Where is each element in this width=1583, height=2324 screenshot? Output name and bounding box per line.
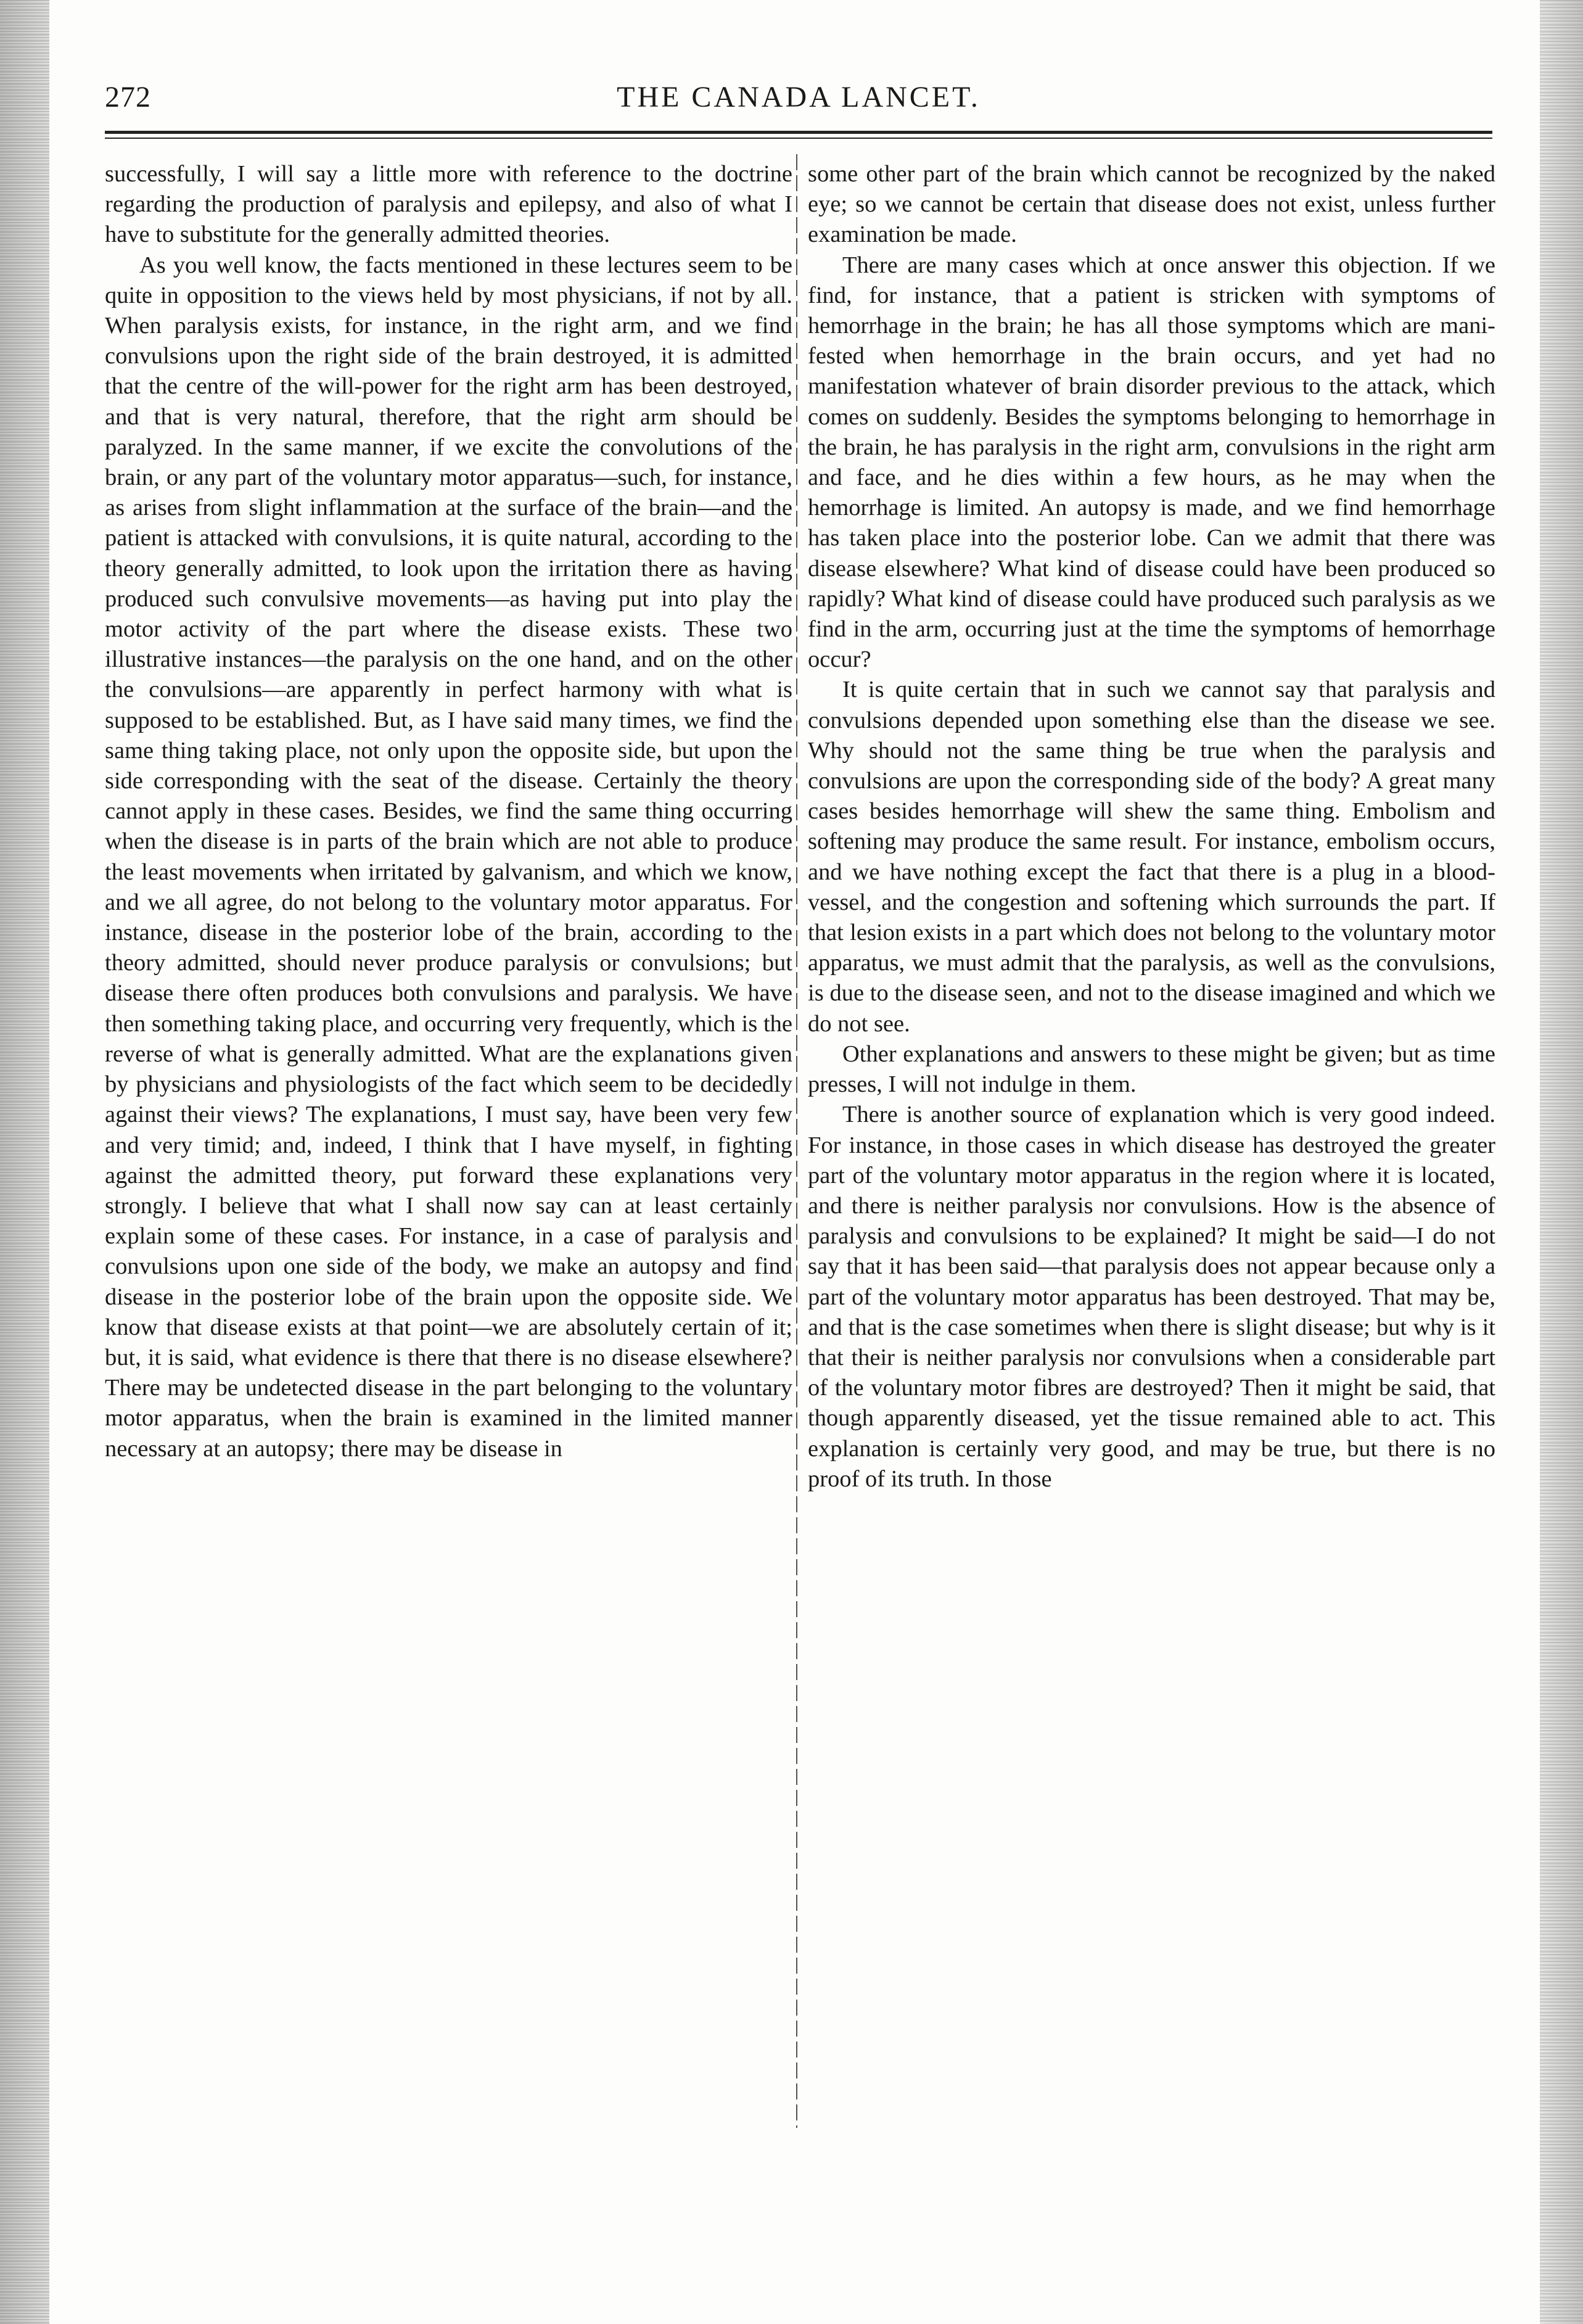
left-paragraph-1: successfully, I will say a little more with reference to the doctrine regarding the production of paralysis and epilepsy, and also of what I have to substitute for the generally admitted theories. (105, 161, 792, 248)
page-header (105, 80, 1492, 130)
left-paragraph-2: As you well know, the facts mentioned in these lectures seem to be quite in opposition to the views held by most physicians, if not by all. When paralysis exists, for instance, in the right arm, and we find convulsions upon the right side of the brain destroyed, it is admitted that the centre of the will-power for the right arm has been destroyed, and that is very natural, therefore, that the right arm should be paralyzed. In the same manner, if we excite the convolutions of the brain, or any part of the voluntary motor apparatus—such, for instance, as arises from slight inflammation at the surface of the brain—and the patient is attacked with convulsions, it is quite natural, according to the theory generally admitted, to look upon the irritation there as having produced such convulsive movements—as having put into play the motor activity of the part where the disease exists. These two illustrative instances—the paralysis on the one hand, and on the other the convulsions—are apparently in perfect harmony with what is supposed to be established. But, as I have said many times, we find the same thing taking place, not only upon the opposite side, but upon the side corresponding with the seat of the disease. Certainly the theory cannot apply in these cases. Besides, we find the same thing occurring when the disease is in parts of the brain which are not able to produce the least movements when irritated by galvanism, and which we know, and we all agree, do not belong to the voluntary motor apparatus. For instance, disease in the posterior lobe of the brain, according to the theory admitted, should never produce paralysis or convulsions; but disease there often produces both convulsions and paralysis. We have then something taking place, and occurring very frequently, which is the reverse of what is generally admitted. What are the explanations given by physicians and physiologists of the fact which seem to be decidedly against their views? The explanations, I must say, have been very few and very timid; and, indeed, I think that I have myself, in fighting against the admitted theory, put forward these explanations very strongly. I believe that what I shall now say can at least certainly explain some of these cases. For instance, in a case of paralysis and convulsions upon one side of the body, we make an autopsy and find disease in the posterior lobe of the brain upon the opposite side. We know that disease exists at that point—we are absolutely certain of it; but, it is said, what evidence is there that there is no disease elsewhere? There may be undetected disease in the part belonging to the voluntary motor apparatus, when the brain is examined in the limited manner necessary at an autopsy; there may be disease in (105, 252, 792, 1462)
right-paragraph-1: some other part of the brain which cannot be recognized by the naked eye; so we cannot be certain that disease does not exist, unless further examination be made. (808, 161, 1495, 248)
right-column (808, 159, 1495, 2133)
column-divider (796, 154, 797, 2128)
left-column (105, 159, 792, 2133)
right-paragraph-3: It is quite certain that in such we cannot say that paralysis and convulsions depended upon something else than the disease we see. Why should not the same thing be true when the paralysis and convulsions are upon the corresponding side of the body? A great many cases besides hemorrhage will shew the same thing. Embolism and softening may produce the same result. For instance, embolism occurs, and we have nothing except the fact that there is a plug in a blood-vessel, and the congestion and softening which surrounds the part. If that lesion exists in a part which does not belong to the voluntary motor apparatus, we must admit that the paralysis, as well as the convulsions, is due to the disease seen, and not to the disease imagined and which we do not see. (808, 677, 1495, 1037)
right-paragraph-2: There are many cases which at once answer this objection. If we find, for instance, that a patient is stricken with symptoms of hemorrhage in the brain; he has all those symptoms which are manifested when hemorrhage in the brain occurs, and yet had no manifestation whatever of brain disorder previous to the attack, which comes on suddenly. Besides the symptoms belonging to hemorrhage in the brain, he has paralysis in the right arm, convulsions in the right arm and face, and he dies within a few hours, as he may when the hemorrhage is limited. An autopsy is made, and we find hemorrhage has taken place into the posterior lobe. Can we admit that there was disease elsewhere? What kind of disease could have been produced so rapidly? What kind of disease could have produced such paralysis as we find in the arm, occurring just at the time the symptoms of hemorrhage occur? (808, 252, 1495, 673)
running-title: THE CANADA LANCET. (617, 81, 981, 113)
right-paragraph-4: Other explanations and answers to these might be given; but as time presses, I will not indulge in them. (808, 1040, 1495, 1098)
scan-edge-right (1540, 0, 1583, 2324)
header-rule-thick (105, 131, 1492, 134)
page-number: 272 (105, 81, 151, 113)
scan-edge-left (0, 0, 49, 2324)
right-paragraph-5: There is another source of explanation which is very good indeed. For instance, in those cases in which disease has destroyed the greater part of the voluntary motor apparatus in the region where it is located, and there is neither paralysis nor convulsions. How is the absence of paralysis and convulsions to be explained? It might be said—I do not say that it has been said—that paralysis does not appear because only a part of the voluntary motor apparatus has been destroyed. That may be, and that is the case sometimes when there is slight disease; but why is it that their is neither paralysis nor convulsions when a considerable part of the voluntary motor fibres are destroyed? Then it might be said, that though apparently diseased, yet the tissue remained able to act. This explanation is certainly very good, and may be true, but there is no proof of its truth. In those (808, 1102, 1495, 1492)
header-rule-thin (105, 138, 1492, 139)
